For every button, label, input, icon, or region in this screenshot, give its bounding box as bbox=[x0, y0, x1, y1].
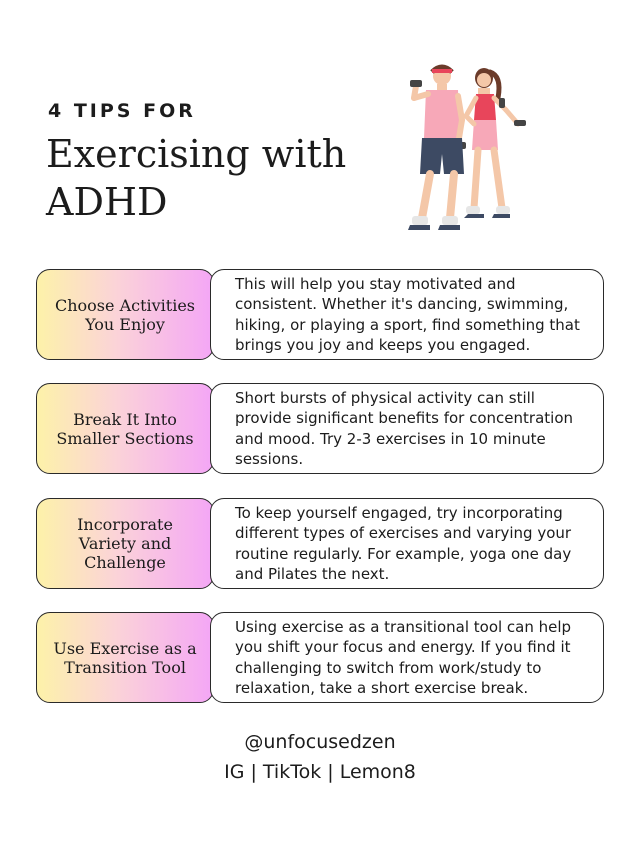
woman-figure bbox=[464, 68, 526, 218]
tip-description-text: This will help you stay motivated and consistent. Whether it's dancing, swimming, hiking, or playing a sport, find something that brings you joy and keeps you engaged. bbox=[235, 274, 580, 354]
social-platforms: IG | TikTok | Lemon8 bbox=[224, 761, 416, 783]
tip-card-3 bbox=[36, 498, 606, 591]
tip-card-2 bbox=[36, 383, 606, 476]
page-title: Exercising with ADHD bbox=[46, 132, 347, 224]
tip-description bbox=[210, 383, 604, 474]
tip-title: Break It Into Smaller Sections bbox=[36, 383, 214, 474]
tip-description bbox=[210, 269, 604, 360]
title-kicker: 4 TIPS FOR bbox=[48, 100, 196, 122]
tip-description bbox=[210, 612, 604, 703]
tip-card-1 bbox=[36, 269, 606, 362]
tip-title: Choose Activities You Enjoy bbox=[36, 269, 214, 360]
exercising-couple-icon bbox=[398, 58, 548, 238]
exercise-illustration bbox=[398, 58, 548, 238]
tip-card-4 bbox=[36, 612, 606, 705]
tip-description-text: Using exercise as a transitional tool can help you shift your focus and energy. If you find it challenging to switch from work/study to relaxation, take a short exercise break. bbox=[235, 617, 572, 697]
tip-title: Use Exercise as a Transition Tool bbox=[36, 612, 214, 703]
social-handle: @unfocusedzen bbox=[244, 731, 396, 753]
tip-title: Incorporate Variety and Challenge bbox=[36, 498, 214, 589]
man-figure bbox=[408, 67, 466, 230]
tip-description bbox=[210, 498, 604, 589]
tip-description-text: Short bursts of physical activity can still provide significant benefits for concentration and mood. Try 2-3 exercises in 10 minute sessions. bbox=[235, 388, 573, 468]
tip-description-text: To keep yourself engaged, try incorporating different types of exercises and varying your routine regularly. For example, yoga one day and Pilates the next. bbox=[235, 503, 572, 583]
